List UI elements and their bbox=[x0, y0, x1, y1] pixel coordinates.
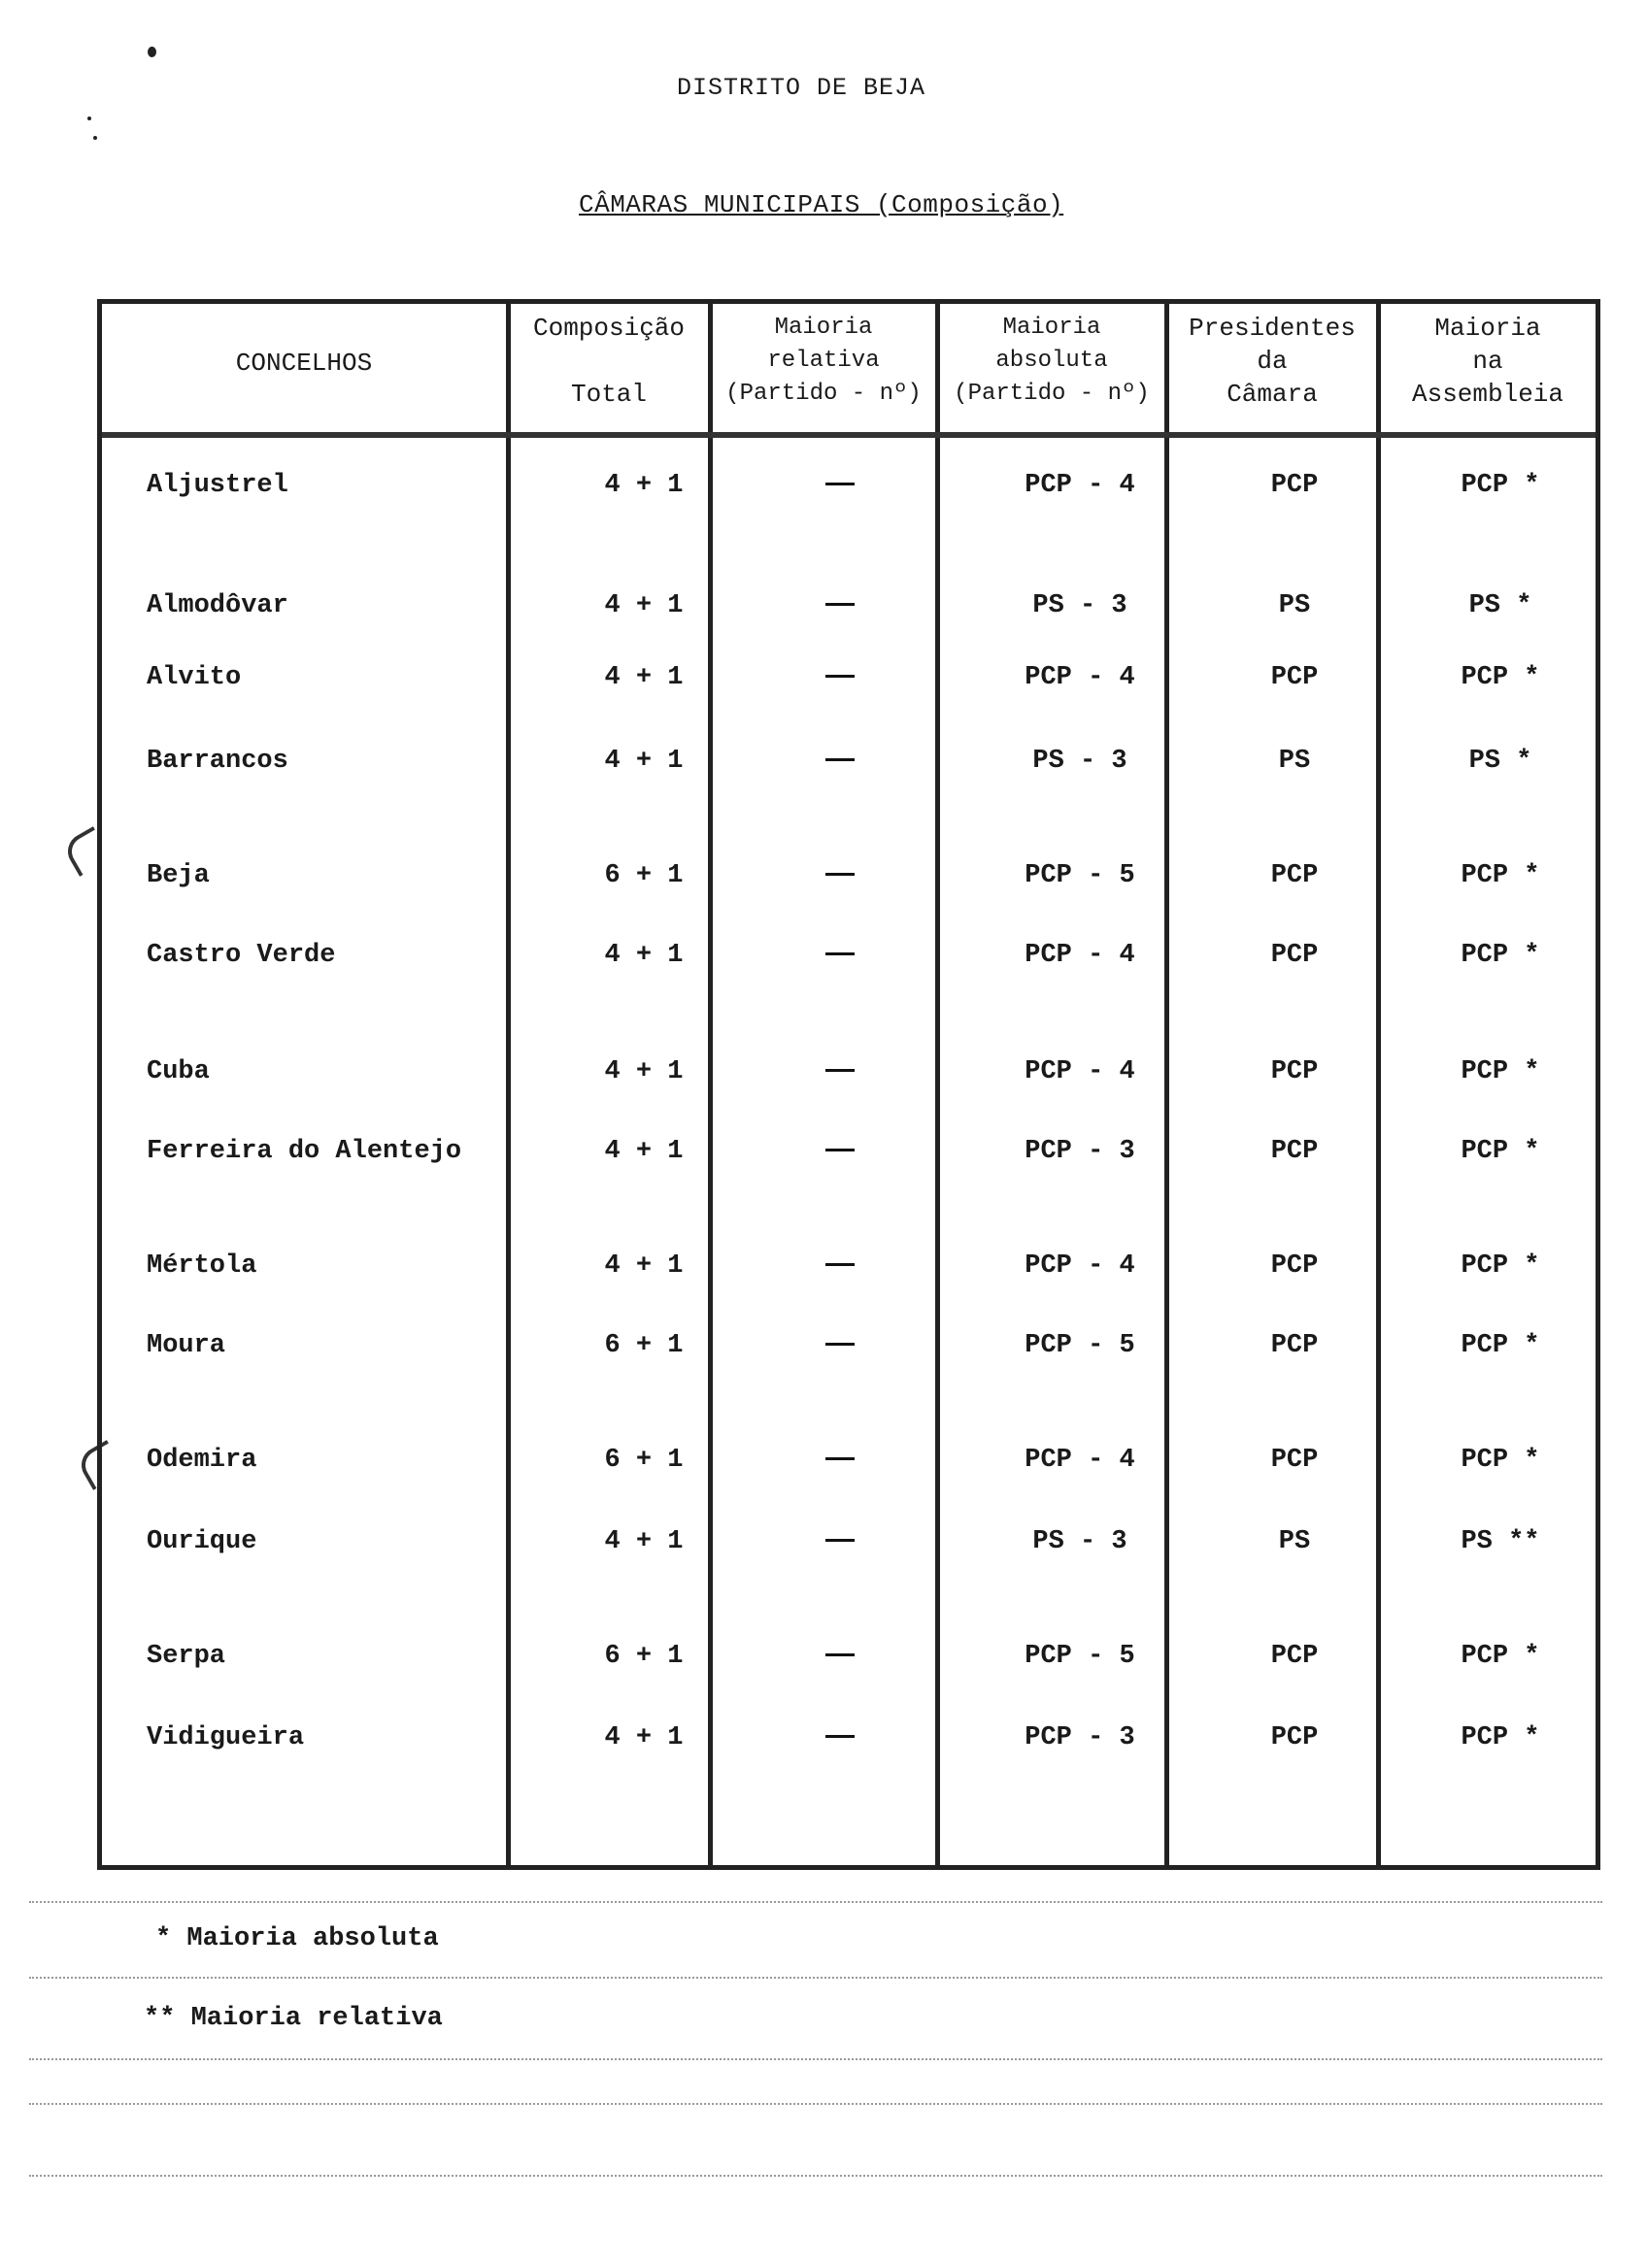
total-value: 6 + 1 bbox=[604, 1331, 684, 1360]
total-value: 6 + 1 bbox=[604, 1642, 684, 1671]
concelho-name: Odemira bbox=[147, 1446, 257, 1475]
assembleia-value: PS * bbox=[1468, 591, 1532, 620]
scan-speck bbox=[93, 136, 97, 140]
presidente-value: PS bbox=[1278, 747, 1311, 776]
assembleia-value: PCP * bbox=[1461, 1446, 1540, 1475]
total-value: 4 + 1 bbox=[604, 471, 684, 500]
assembleia-value: PS ** bbox=[1461, 1527, 1540, 1556]
assembleia-value: PCP * bbox=[1461, 1642, 1540, 1671]
presidente-value: PCP bbox=[1270, 941, 1319, 970]
table-row bbox=[102, 663, 1596, 702]
relativa-dash bbox=[725, 1446, 955, 1475]
table-row bbox=[102, 747, 1596, 785]
relativa-dash bbox=[725, 861, 955, 890]
absoluta-value: PCP - 4 bbox=[1025, 1446, 1135, 1475]
scan-speck bbox=[87, 117, 91, 120]
legend-relative-majority: ** Maioria relativa bbox=[144, 2004, 443, 2033]
district-title: DISTRITO DE BEJA bbox=[676, 74, 926, 102]
presidente-value: PCP bbox=[1270, 1251, 1319, 1281]
absoluta-value: PCP - 5 bbox=[1025, 861, 1135, 890]
concelho-name: Alvito bbox=[147, 663, 242, 692]
assembleia-value: PCP * bbox=[1461, 1723, 1540, 1752]
absoluta-value: PCP - 5 bbox=[1025, 1331, 1135, 1360]
table-row bbox=[102, 1251, 1596, 1290]
absoluta-value: PS - 3 bbox=[1032, 1527, 1127, 1556]
table-row bbox=[102, 471, 1596, 510]
relativa-dash bbox=[725, 1331, 955, 1360]
composition-table bbox=[97, 299, 1600, 1870]
table-row bbox=[102, 1527, 1596, 1566]
presidente-value: PCP bbox=[1270, 471, 1319, 500]
absoluta-value: PCP - 4 bbox=[1025, 663, 1135, 692]
table-row bbox=[102, 1137, 1596, 1176]
ruling-line bbox=[29, 2103, 1602, 2105]
concelho-name: Beja bbox=[147, 861, 210, 890]
table-row bbox=[102, 591, 1596, 630]
total-value: 4 + 1 bbox=[604, 1527, 684, 1556]
concelho-name: Barrancos bbox=[147, 747, 288, 776]
concelho-name: Aljustrel bbox=[147, 471, 288, 500]
relativa-dash bbox=[725, 1723, 955, 1752]
absoluta-value: PCP - 4 bbox=[1025, 941, 1135, 970]
presidente-value: PS bbox=[1278, 591, 1311, 620]
concelho-name: Moura bbox=[147, 1331, 226, 1360]
absoluta-value: PCP - 3 bbox=[1025, 1137, 1135, 1166]
relativa-dash bbox=[725, 591, 955, 620]
presidente-value: PCP bbox=[1270, 861, 1319, 890]
total-value: 4 + 1 bbox=[604, 941, 684, 970]
header-presidentes: Presidentes da Câmara bbox=[1189, 314, 1356, 409]
section-title: CÂMARAS MUNICIPAIS (Composição) bbox=[579, 190, 1064, 219]
assembleia-value: PCP * bbox=[1461, 1057, 1540, 1086]
concelho-name: Vidigueira bbox=[147, 1723, 305, 1752]
header-concelhos: CONCELHOS bbox=[235, 349, 373, 378]
ruling-line bbox=[29, 1901, 1602, 1903]
relativa-dash bbox=[725, 1057, 955, 1086]
table-row bbox=[102, 1446, 1596, 1484]
presidente-value: PS bbox=[1278, 1527, 1311, 1556]
header-maioria-relativa: Maioria relativa (Partido - nº) bbox=[725, 315, 922, 407]
concelho-name: Almodôvar bbox=[147, 591, 288, 620]
total-value: 4 + 1 bbox=[604, 1251, 684, 1281]
assembleia-value: PCP * bbox=[1461, 663, 1540, 692]
assembleia-value: PCP * bbox=[1461, 1137, 1540, 1166]
presidente-value: PCP bbox=[1270, 1642, 1319, 1671]
total-value: 4 + 1 bbox=[604, 1057, 684, 1086]
absoluta-value: PS - 3 bbox=[1032, 747, 1127, 776]
header-assembleia: Maioria na Assembleia bbox=[1411, 314, 1564, 409]
absoluta-value: PCP - 4 bbox=[1025, 1251, 1135, 1281]
table-row bbox=[102, 1331, 1596, 1370]
legend-absolute-majority: * Maioria absoluta bbox=[155, 1924, 439, 1953]
ruling-line bbox=[29, 1977, 1602, 1979]
header-maioria-absoluta: Maioria absoluta (Partido - nº) bbox=[954, 315, 1150, 407]
assembleia-value: PCP * bbox=[1461, 1251, 1540, 1281]
relativa-dash bbox=[725, 1137, 955, 1166]
presidente-value: PCP bbox=[1270, 1137, 1319, 1166]
ruling-line bbox=[29, 2175, 1602, 2177]
presidente-value: PCP bbox=[1270, 1331, 1319, 1360]
presidente-value: PCP bbox=[1270, 1057, 1319, 1086]
table-row bbox=[102, 1642, 1596, 1681]
table-header bbox=[102, 304, 1596, 438]
absoluta-value: PCP - 4 bbox=[1025, 1057, 1135, 1086]
concelho-name: Ourique bbox=[147, 1527, 257, 1556]
concelho-name: Ferreira do Alentejo bbox=[147, 1137, 462, 1166]
assembleia-value: PCP * bbox=[1461, 1331, 1540, 1360]
total-value: 6 + 1 bbox=[604, 1446, 684, 1475]
relativa-dash bbox=[725, 663, 955, 692]
relativa-dash bbox=[725, 1642, 955, 1671]
presidente-value: PCP bbox=[1270, 663, 1319, 692]
header-composicao: Composição Total bbox=[532, 314, 686, 409]
ruling-line bbox=[29, 2058, 1602, 2060]
assembleia-value: PCP * bbox=[1461, 471, 1540, 500]
relativa-dash bbox=[725, 1527, 955, 1556]
relativa-dash bbox=[725, 941, 955, 970]
table-row bbox=[102, 941, 1596, 980]
total-value: 4 + 1 bbox=[604, 591, 684, 620]
scan-speck bbox=[148, 47, 156, 57]
absoluta-value: PCP - 3 bbox=[1025, 1723, 1135, 1752]
table-row bbox=[102, 1723, 1596, 1762]
absoluta-value: PS - 3 bbox=[1032, 591, 1127, 620]
total-value: 4 + 1 bbox=[604, 663, 684, 692]
total-value: 4 + 1 bbox=[604, 747, 684, 776]
assembleia-value: PS * bbox=[1468, 747, 1532, 776]
assembleia-value: PCP * bbox=[1461, 941, 1540, 970]
relativa-dash bbox=[725, 747, 955, 776]
absoluta-value: PCP - 5 bbox=[1025, 1642, 1135, 1671]
presidente-value: PCP bbox=[1270, 1446, 1319, 1475]
concelho-name: Castro Verde bbox=[147, 941, 336, 970]
total-value: 4 + 1 bbox=[604, 1137, 684, 1166]
presidente-value: PCP bbox=[1270, 1723, 1319, 1752]
assembleia-value: PCP * bbox=[1461, 861, 1540, 890]
concelho-name: Mértola bbox=[147, 1251, 257, 1281]
relativa-dash bbox=[725, 471, 955, 500]
table-row bbox=[102, 861, 1596, 900]
table-row bbox=[102, 1057, 1596, 1096]
concelho-name: Serpa bbox=[147, 1642, 226, 1671]
relativa-dash bbox=[725, 1251, 955, 1281]
total-value: 4 + 1 bbox=[604, 1723, 684, 1752]
total-value: 6 + 1 bbox=[604, 861, 684, 890]
absoluta-value: PCP - 4 bbox=[1025, 471, 1135, 500]
concelho-name: Cuba bbox=[147, 1057, 210, 1086]
